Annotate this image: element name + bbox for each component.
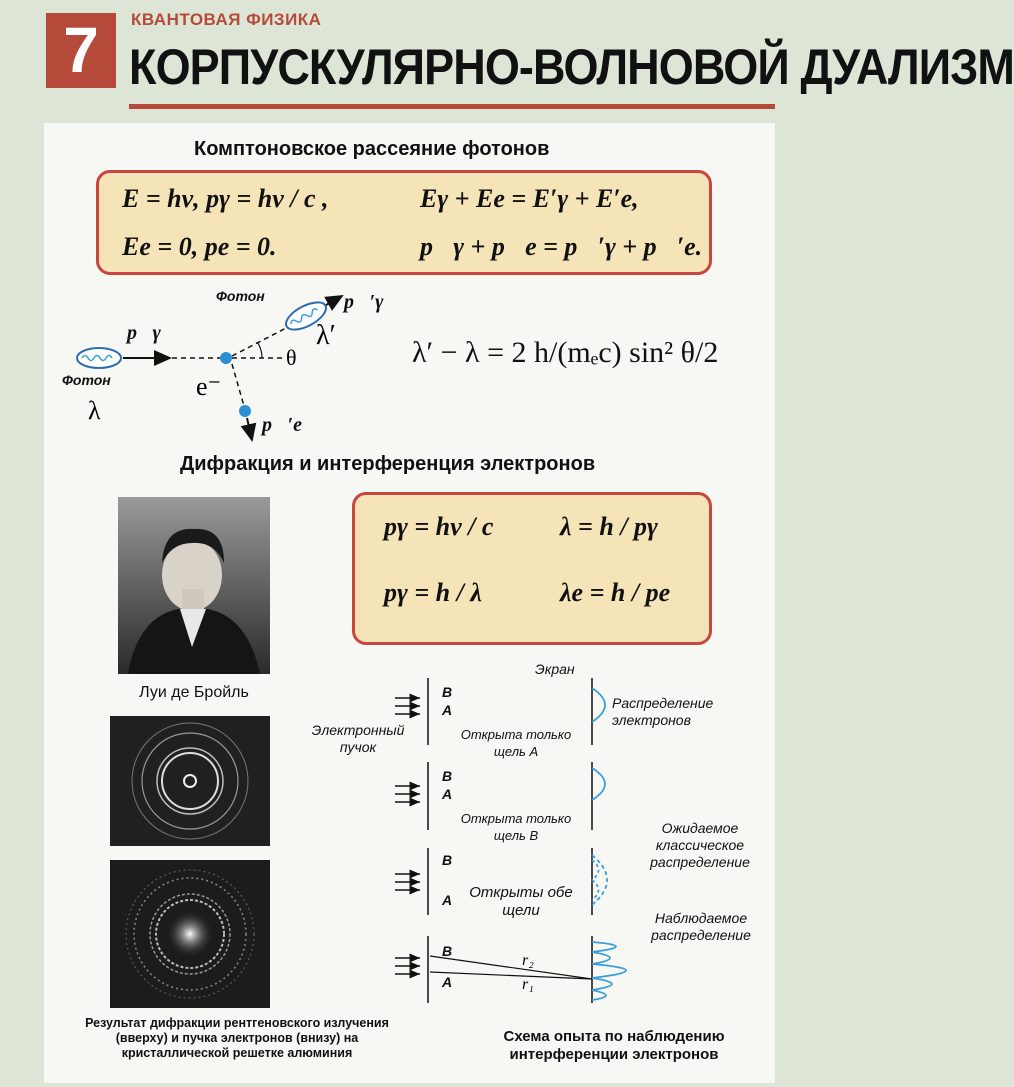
- p-in-label: p⃗γ: [127, 322, 161, 344]
- slit-a-label-3: A: [442, 892, 453, 908]
- p-out-label: p⃗′γ: [344, 291, 384, 313]
- photon-label-out: Фотон: [216, 288, 265, 304]
- rings-caption: Результат дифракции рентгеновского излучения (вверху) и пучка электронов (внизу) на кристаллической решетке алюминия: [85, 1016, 389, 1060]
- p-e-label: p⃗′e: [262, 414, 303, 436]
- screen-label: Экран: [535, 661, 575, 677]
- eq-energy-conservation: Eγ + Ee = E′γ + E′e,: [420, 184, 639, 213]
- slit-b-label-4: B: [442, 943, 453, 959]
- subject-label: КВАНТОВАЯ ФИЗИКА: [131, 10, 322, 29]
- formula-photon-wavelength: λ = h / pγ: [560, 512, 658, 541]
- distribution-label: Распределение электронов: [612, 695, 714, 728]
- slit-a-label-4: A: [442, 974, 453, 990]
- dist-classical: [592, 855, 607, 905]
- lambda-out: λ′: [316, 320, 336, 351]
- eq-initial-electron: Ee = 0, pe = 0.: [122, 232, 277, 261]
- formula-photon-momentum-lambda: pγ = h / λ: [384, 578, 482, 607]
- page-title: КОРПУСКУЛЯРНО-ВОЛНОВОЙ ДУАЛИЗМ: [129, 39, 1014, 95]
- slit-b-label-2: B: [442, 768, 453, 784]
- photon-label-in: Фотон: [62, 372, 111, 388]
- portrait-caption: Луи де Бройль: [139, 684, 249, 701]
- dist-observed: [592, 942, 626, 1000]
- compton-heading: Комптоновское рассеяние фотонов: [194, 138, 550, 160]
- open-both-label: Открыты обе щели: [469, 884, 573, 919]
- diffraction-heading: Дифракция и интерференция электронов: [180, 453, 596, 475]
- lambda-in: λ: [88, 396, 101, 425]
- dist-slit-b: [592, 768, 605, 800]
- slit-b-label-1: B: [442, 684, 453, 700]
- observed-label: Наблюдаемое распределение: [651, 910, 751, 943]
- dist-slit-a: [592, 688, 605, 722]
- eq-energy-momentum: E = hν, pγ = hν / c ,: [122, 184, 329, 213]
- experiment-caption: Схема опыта по наблюдению интерференции электронов: [503, 1028, 725, 1063]
- formula-photon-momentum: pγ = hν / c: [384, 512, 494, 541]
- compton-shift-formula: λ′ − λ = 2 h/(mₑc) sin² θ/2: [412, 336, 719, 369]
- theta-label: θ: [286, 345, 297, 370]
- beam-label: Электронный пучок: [311, 722, 405, 755]
- open-a-label: Открыта только щель А: [460, 727, 572, 759]
- section-number: 7: [46, 13, 116, 88]
- slit-b-label-3: B: [442, 852, 453, 868]
- slit-a-label-2: A: [442, 786, 453, 802]
- r1-label: r₁: [522, 976, 534, 993]
- formula-de-broglie: λe = h / pe: [560, 578, 671, 607]
- slit-a-label-1: A: [442, 702, 453, 718]
- eq-momentum-conservation: p⃗γ + p⃗e = p⃗′γ + p⃗′e.: [420, 232, 703, 261]
- expected-label: Ожидаемое классическое распределение: [650, 820, 750, 870]
- r2-label: r₂: [522, 952, 534, 969]
- open-b-label: Открыта только щель В: [460, 811, 572, 843]
- electron-label: e⁻: [196, 372, 222, 401]
